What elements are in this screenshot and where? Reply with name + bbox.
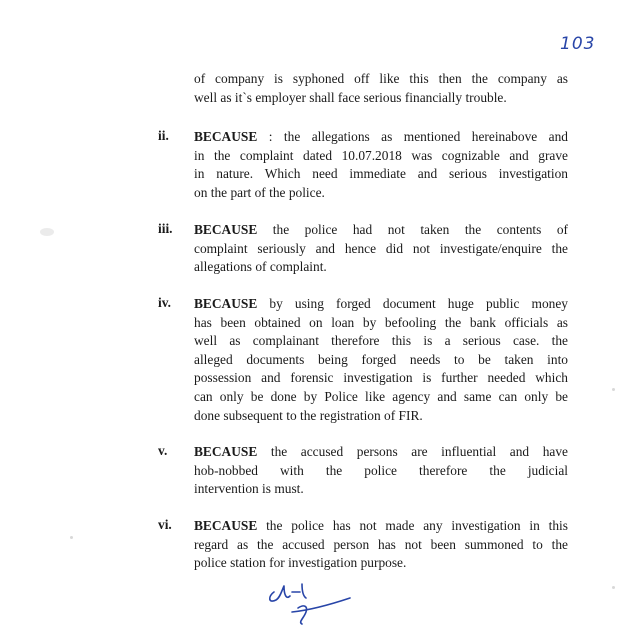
ground-keyword: BECAUSE [194, 444, 258, 459]
ground-first-line: the police has not made any investigation in this [257, 518, 568, 533]
ground-numeral: iii. [158, 221, 173, 236]
intro-line: of company is syphoned off like this then the company as [194, 71, 568, 86]
ground-first-line: the accused persons are influential and have [257, 444, 568, 459]
ground-line: in the complaint dated 10.07.2018 was cognizable and grave [194, 147, 568, 163]
ground-numeral: v. [158, 443, 168, 458]
ground-line: done subsequent to the registration of FIR. [194, 407, 423, 423]
ground-line: police station for investigation purpose. [194, 555, 407, 571]
ground-first-line: : the allegations as mentioned hereinabove and [257, 129, 568, 144]
scan-speck [70, 536, 73, 539]
ground-line: intervention is must. [194, 481, 304, 497]
ground-line: complaint seriously and hence did not investigate/enquire the [194, 240, 568, 256]
ground-line: hob-nobbed with the police therefore the judicial [194, 462, 568, 478]
ground-line: regard as the accused person has not been summoned to the [194, 536, 568, 552]
ground-numeral: iv. [158, 295, 172, 310]
intro-line: well as it`s employer shall face serious financially trouble. [194, 89, 507, 105]
signature-icon [262, 578, 362, 628]
scan-smudge [40, 228, 54, 236]
ground-paragraph-iv [194, 295, 568, 425]
ground-line: in nature. Which need immediate and serious investigation [194, 166, 568, 182]
scan-speck [612, 388, 615, 391]
ground-paragraph-v [194, 443, 568, 499]
ground-line: alleged documents being forged needs to be taken into [194, 351, 568, 367]
ground-keyword: BECAUSE [194, 222, 258, 237]
scan-speck [612, 586, 615, 589]
handwritten-page-number: 103 [560, 34, 596, 54]
intro-paragraph [194, 70, 568, 107]
ground-line: possession and forensic investigation is further needed which [194, 370, 568, 386]
ground-keyword: BECAUSE [194, 518, 258, 533]
ground-keyword: BECAUSE [194, 296, 258, 311]
ground-line: allegations of complaint. [194, 259, 327, 275]
ground-keyword: BECAUSE [194, 129, 258, 144]
ground-numeral: vi. [158, 517, 172, 532]
ground-first-line: by using forged document huge public money [257, 296, 568, 311]
ground-line: well as complainant therefore this is a serious case. the [194, 333, 568, 349]
ground-line: can only be done by Police like agency and same can only be [194, 388, 568, 404]
ground-line: has been obtained on loan by befooling the bank officials as [194, 314, 568, 330]
ground-first-line: the police had not taken the contents of [257, 222, 568, 237]
ground-numeral: ii. [158, 128, 169, 143]
ground-paragraph-iii [194, 221, 568, 277]
ground-line: on the part of the police. [194, 184, 325, 200]
ground-paragraph-ii [194, 128, 568, 202]
ground-paragraph-vi [194, 517, 568, 573]
